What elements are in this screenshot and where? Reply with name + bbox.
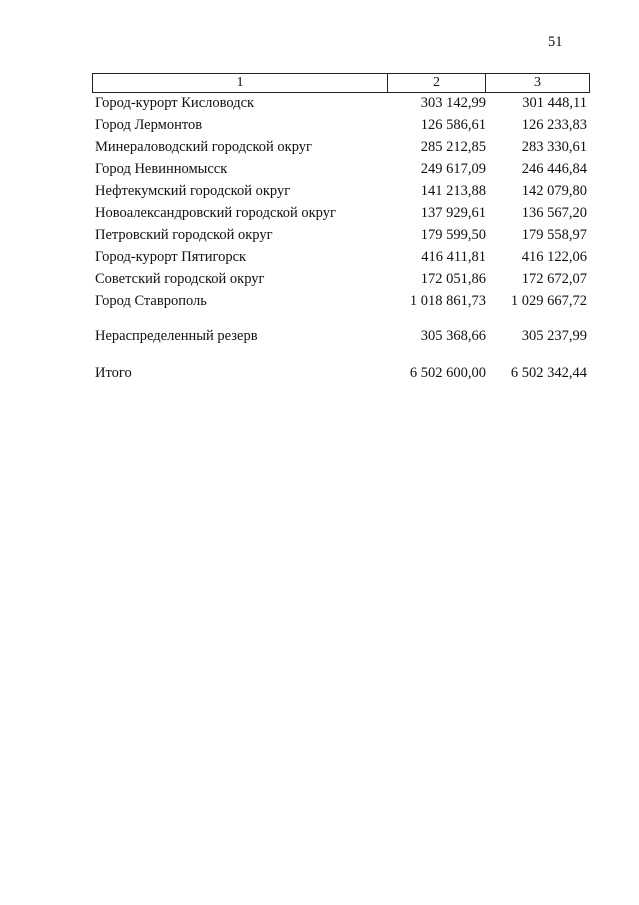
table-row bbox=[95, 203, 590, 225]
table-row bbox=[95, 115, 590, 137]
row-value-col2: 285 212,85 bbox=[420, 139, 486, 155]
table-row bbox=[95, 181, 590, 203]
row-value-col2: 141 213,88 bbox=[420, 183, 486, 199]
row-value-col2: 249 617,09 bbox=[420, 161, 486, 177]
row-value-col2: 126 586,61 bbox=[420, 117, 486, 133]
row-name: Город-курорт Пятигорск bbox=[95, 249, 247, 265]
table-row bbox=[95, 159, 590, 181]
row-name: Город-курорт Кисловодск bbox=[95, 95, 255, 111]
row-value-col3: 305 237,99 bbox=[521, 328, 587, 344]
row-value-col3: 1 029 667,72 bbox=[510, 293, 587, 309]
row-name: Петровский городской округ bbox=[95, 227, 273, 243]
row-name: Город Ставрополь bbox=[95, 293, 207, 309]
row-value-col2: 179 599,50 bbox=[420, 227, 486, 243]
row-value-col2: 416 411,81 bbox=[421, 249, 486, 265]
row-value-col2: 172 051,86 bbox=[420, 271, 486, 287]
row-value-col3: 283 330,61 bbox=[521, 139, 587, 155]
table-row bbox=[95, 269, 590, 291]
row-value-col3: 136 567,20 bbox=[521, 205, 587, 221]
header-col-3: 3 bbox=[534, 75, 541, 90]
table-header bbox=[92, 73, 590, 93]
row-name: Нефтекумский городской округ bbox=[95, 183, 291, 199]
row-name: Минераловодский городской округ bbox=[95, 139, 312, 155]
row-value-col3: 416 122,06 bbox=[521, 249, 587, 265]
table-row bbox=[95, 93, 590, 115]
row-name: Новоалександровский городской округ bbox=[95, 205, 336, 221]
row-value-col3: 179 558,97 bbox=[521, 227, 587, 243]
row-value-col3: 142 079,80 bbox=[521, 183, 587, 199]
row-value-col2: 305 368,66 bbox=[420, 328, 486, 344]
row-name: Город Лермонтов bbox=[95, 117, 203, 133]
row-name: Итого bbox=[95, 365, 132, 381]
page-number: 51 bbox=[548, 34, 563, 50]
row-value-col3: 172 672,07 bbox=[521, 271, 587, 287]
row-value-col2: 6 502 600,00 bbox=[409, 365, 486, 381]
row-value-col2: 137 929,61 bbox=[420, 205, 486, 221]
row-name: Нераспределенный резерв bbox=[95, 328, 258, 344]
row-name: Город Невинномысск bbox=[95, 161, 228, 177]
row-value-col2: 1 018 861,73 bbox=[409, 293, 486, 309]
row-value-col3: 246 446,84 bbox=[521, 161, 587, 177]
table-row bbox=[95, 247, 590, 269]
row-value-col3: 126 233,83 bbox=[521, 117, 587, 133]
table-row bbox=[95, 291, 590, 313]
header-col-1: 1 bbox=[93, 74, 388, 92]
row-name: Советский городской округ bbox=[95, 271, 265, 287]
table-body bbox=[95, 93, 590, 385]
table-row-total bbox=[95, 363, 590, 385]
table-row-reserve bbox=[95, 326, 590, 348]
table-row bbox=[95, 225, 590, 247]
row-value-col3: 6 502 342,44 bbox=[510, 365, 587, 381]
row-value-col2: 303 142,99 bbox=[420, 95, 486, 111]
header-col-2: 2 bbox=[388, 74, 486, 92]
table-row bbox=[95, 137, 590, 159]
row-value-col3: 301 448,11 bbox=[522, 95, 587, 111]
